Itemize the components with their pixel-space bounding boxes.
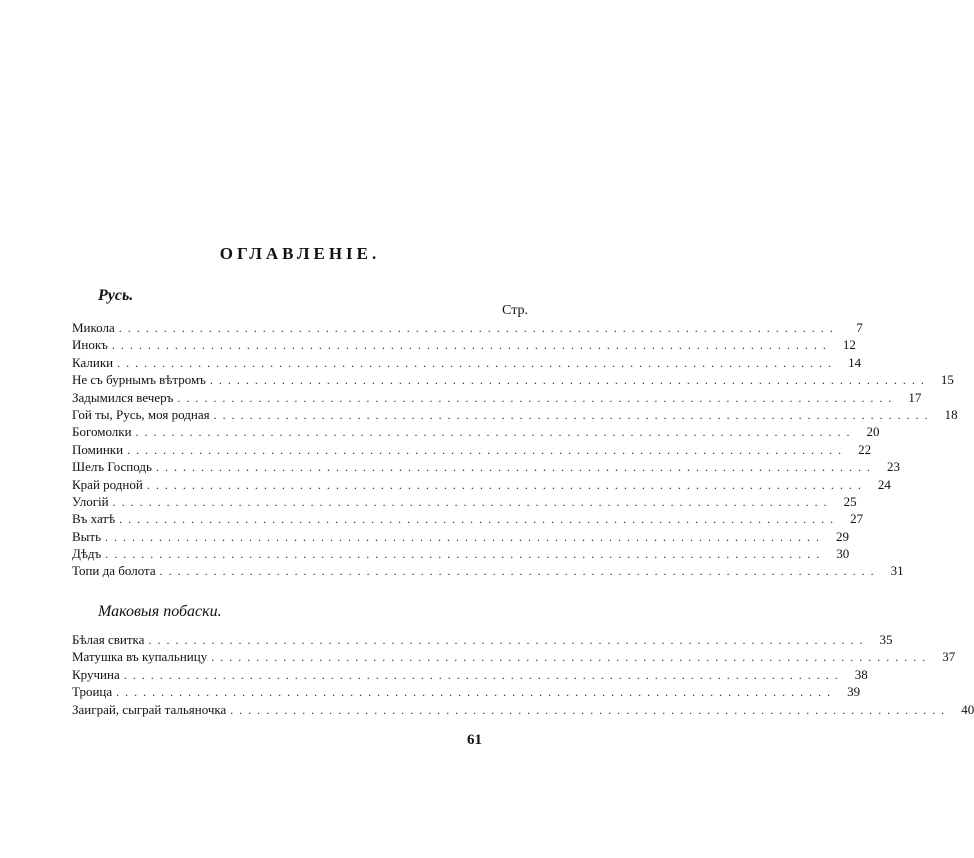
section-heading-makovyya-pobaski: Маковыя побаски. xyxy=(98,603,222,620)
toc-entry xyxy=(72,424,880,441)
dot-leader: ................................................................................ xyxy=(211,650,932,665)
toc-entry-page: 15 xyxy=(930,372,954,388)
dot-leader: ................................................................................ xyxy=(230,702,951,717)
toc-entry-title: Микола xyxy=(72,320,119,336)
dot-leader: ................................................................................ xyxy=(159,564,880,579)
toc-entry-title: Улогій xyxy=(72,494,113,510)
toc-entry-title: Бѣлая свитка xyxy=(72,632,148,648)
toc-entry-title: Топи да болота xyxy=(72,563,160,579)
toc-entry-page: 38 xyxy=(844,667,868,683)
toc-entry xyxy=(72,546,850,563)
dot-leader: ................................................................................ xyxy=(105,529,826,544)
toc-entry-page: 12 xyxy=(832,337,856,353)
toc-list-rus xyxy=(72,320,958,581)
toc-entry-page: 17 xyxy=(897,390,921,406)
toc-entry-title: Выть xyxy=(72,529,105,545)
toc-entry xyxy=(72,632,893,649)
toc-entry-page: 23 xyxy=(876,459,900,475)
toc-entry-title: Гой ты, Русь, моя родная xyxy=(72,407,214,423)
dot-leader: ................................................................................ xyxy=(117,355,838,370)
dot-leader: ................................................................................ xyxy=(111,338,832,353)
page-number: 61 xyxy=(467,732,482,748)
dot-leader: ................................................................................ xyxy=(116,685,837,700)
toc-entry xyxy=(72,406,958,424)
toc-entry-page: 24 xyxy=(867,477,891,493)
toc-entry-title: Задымился вечеръ xyxy=(72,390,177,406)
toc-entry xyxy=(72,563,904,580)
toc-entry xyxy=(72,649,956,666)
toc-entry xyxy=(72,684,861,701)
toc-entry-page: 27 xyxy=(839,511,863,527)
toc-entry-title: Троица xyxy=(72,684,116,700)
toc-entry xyxy=(72,441,872,459)
toc-entry-title: Край родной xyxy=(72,477,147,493)
page-title: ОГЛАВЛЕНІЕ. xyxy=(219,244,381,263)
toc-entry-title: Не съ бурнымъ вѣтромъ xyxy=(72,372,210,388)
toc-entry-title: Инокъ xyxy=(72,337,112,353)
toc-entry xyxy=(72,459,900,476)
toc-entry-page: 37 xyxy=(931,649,955,665)
toc-entry-page: 31 xyxy=(880,563,904,579)
dot-leader: ................................................................................ xyxy=(127,442,848,457)
toc-entry-page: 18 xyxy=(934,407,958,423)
section-heading-rus: Русь. xyxy=(98,287,134,304)
toc-entry xyxy=(72,320,863,337)
toc-entry-title: Дѣдъ xyxy=(72,546,105,562)
dot-leader: ................................................................................ xyxy=(118,321,839,335)
toc-entry-title: Кручина xyxy=(72,667,124,683)
dot-leader: ................................................................................ xyxy=(148,633,869,647)
toc-entry-page: 39 xyxy=(836,684,860,700)
toc-entry-page: 30 xyxy=(825,546,849,562)
dot-leader: ................................................................................ xyxy=(177,390,898,405)
dot-leader: ................................................................................ xyxy=(112,494,833,509)
dot-leader: ................................................................................ xyxy=(123,667,844,682)
dot-leader: ................................................................................ xyxy=(209,373,930,388)
toc-entry-page: 14 xyxy=(837,355,861,371)
toc-entry-title: Шелъ Господь xyxy=(72,459,156,475)
toc-entry-page: 25 xyxy=(833,494,857,510)
toc-entry xyxy=(72,493,857,511)
toc-entry-title: Поминки xyxy=(72,442,127,458)
toc-entry xyxy=(72,511,864,528)
toc-entry-page: 22 xyxy=(847,442,871,458)
dot-leader: ................................................................................ xyxy=(105,547,826,562)
dot-leader: ................................................................................ xyxy=(146,477,867,492)
toc-entry xyxy=(72,666,868,684)
toc-entry xyxy=(72,372,954,389)
dot-leader: ................................................................................ xyxy=(119,512,840,527)
toc-entry-page: 20 xyxy=(856,424,880,440)
toc-entry-page: 35 xyxy=(868,632,892,648)
dot-leader: ................................................................................ xyxy=(213,407,934,422)
toc-entry-page: 40 xyxy=(950,702,974,718)
toc-entry-title: Заиграй, сыграй тальяночка xyxy=(72,702,230,718)
toc-entry xyxy=(72,476,891,494)
toc-entry xyxy=(72,701,974,719)
toc-entry xyxy=(72,354,862,372)
toc-entry xyxy=(72,337,856,354)
page-column-label: Стр. xyxy=(502,303,528,318)
toc-entry-title: Матушка въ купальницу xyxy=(72,649,211,665)
toc-entry-page: 7 xyxy=(839,320,863,336)
toc-list-makovyya-pobaski xyxy=(72,632,974,719)
dot-leader: ................................................................................ xyxy=(135,425,856,440)
toc-entry-title: Богомолки xyxy=(72,424,136,440)
toc-entry xyxy=(72,528,850,546)
dot-leader: ................................................................................ xyxy=(155,460,876,475)
toc-entry-page: 29 xyxy=(825,529,849,545)
toc-entry xyxy=(72,389,922,407)
toc-entry-title: Калики xyxy=(72,355,117,371)
toc-entry-title: Въ хатѣ xyxy=(72,511,119,527)
